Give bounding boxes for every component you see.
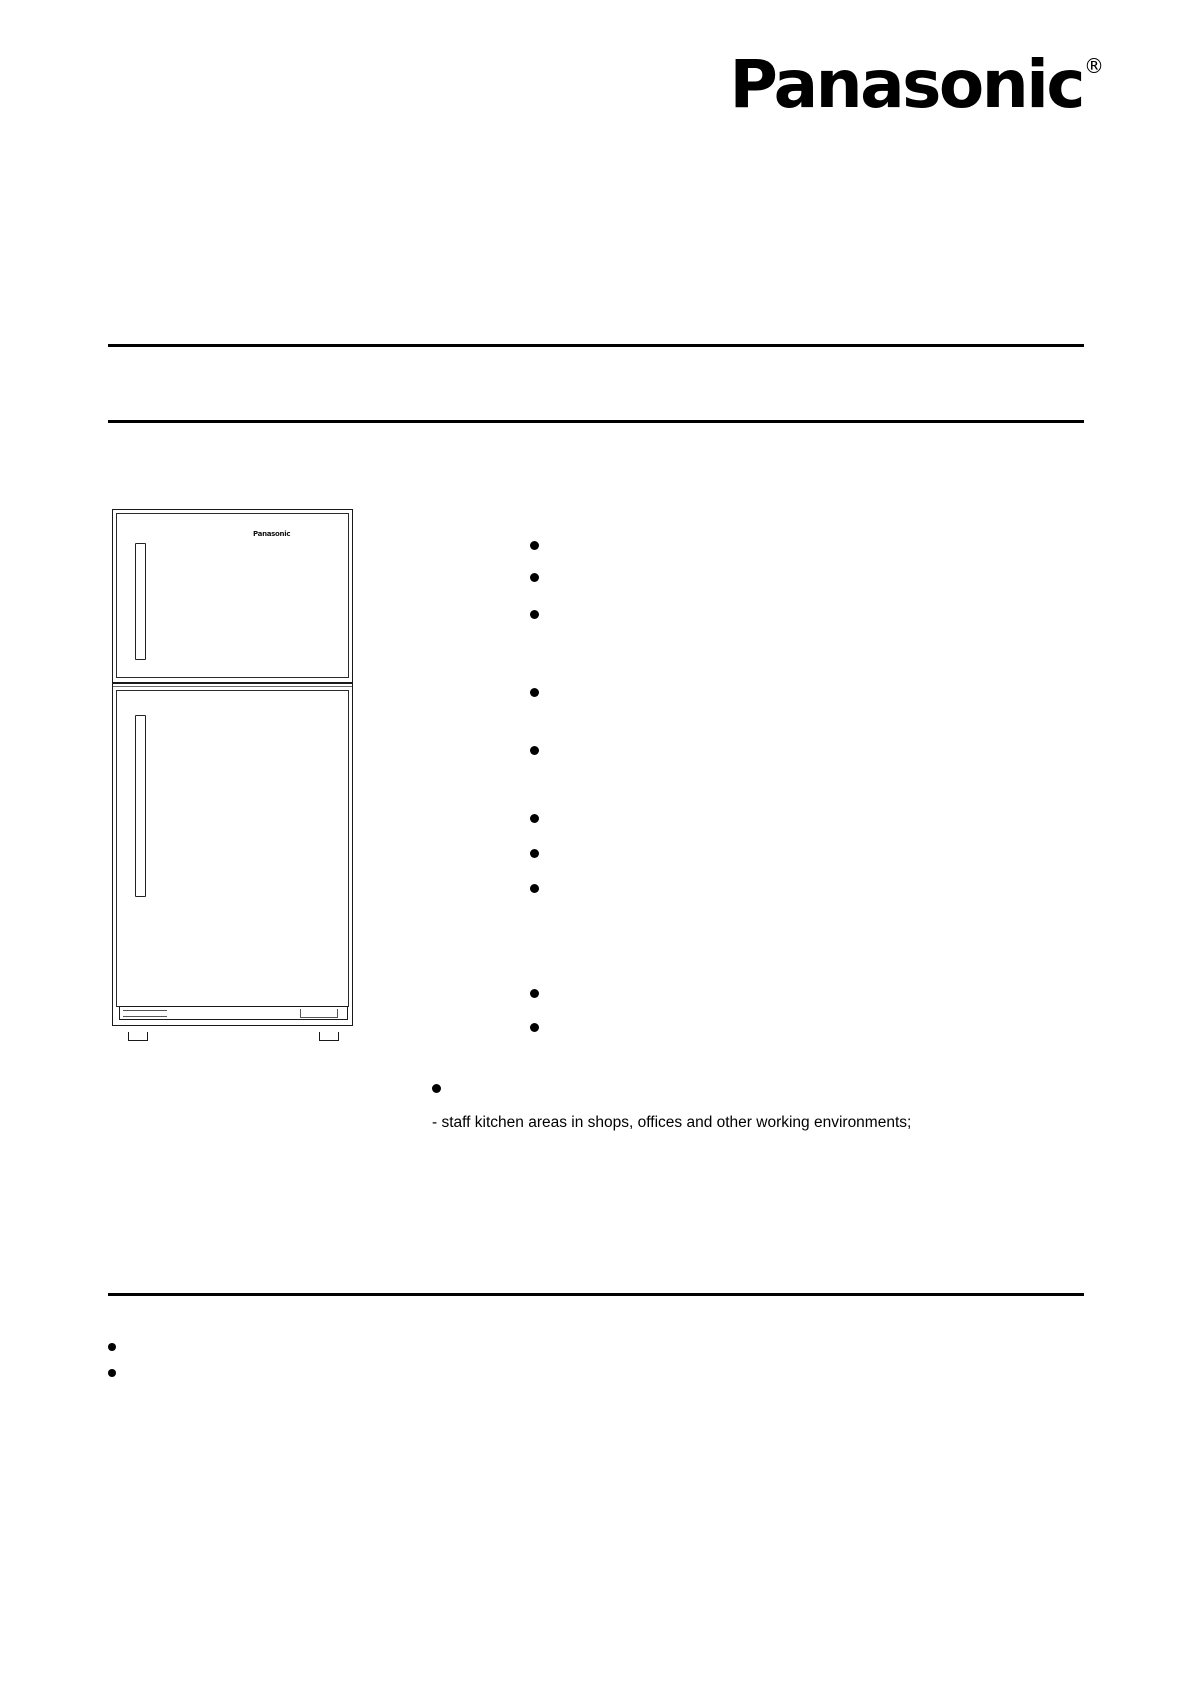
- list-item: [108, 1339, 1084, 1355]
- usage-note-line: - staff kitchen areas in shops, offices and other working environments;: [432, 1114, 912, 1131]
- fridge-handle: [135, 715, 146, 897]
- leveling-foot-right: [319, 1032, 339, 1041]
- usage-note: [432, 1078, 1072, 1136]
- usage-note-intro-row: [432, 1078, 1072, 1093]
- bullet-icon: [530, 688, 539, 697]
- registered-trademark-icon: ®: [1084, 54, 1104, 78]
- bullet-icon: [530, 814, 539, 823]
- divider-second: [108, 420, 1084, 423]
- base-vent-icon: [123, 1010, 167, 1017]
- door-divider: [113, 682, 352, 684]
- list-item: [530, 741, 1070, 761]
- divider-top: [108, 344, 1084, 347]
- door-divider-shadow: [113, 686, 352, 687]
- bullet-icon: [530, 1023, 539, 1032]
- list-item: [530, 844, 1070, 864]
- freezer-door: [116, 513, 349, 678]
- divider-bottom: [108, 1293, 1084, 1296]
- list-item: [108, 1365, 1084, 1381]
- fridge-door: [116, 690, 349, 1007]
- list-item: [530, 879, 1070, 899]
- panasonic-logo: [729, 46, 1104, 123]
- list-item: [530, 809, 1070, 829]
- bullet-icon: [530, 989, 539, 998]
- brand-wordmark: Panasonic: [729, 46, 1083, 123]
- bullet-icon: [530, 541, 539, 550]
- bullet-icon: [530, 884, 539, 893]
- refrigerator-illustration: [112, 509, 355, 1041]
- bullet-icon: [530, 610, 539, 619]
- bottom-section: [108, 1325, 1084, 1391]
- bullet-icon: [530, 573, 539, 582]
- freezer-handle: [135, 543, 146, 660]
- bullet-icon: [108, 1343, 116, 1351]
- list-item: [530, 605, 1070, 625]
- leveling-foot-left: [128, 1032, 148, 1041]
- bullet-icon: [432, 1084, 441, 1093]
- bullet-icon: [108, 1369, 116, 1377]
- list-item: [530, 1018, 1070, 1038]
- list-item: [530, 536, 1070, 556]
- bottom-section-list: [108, 1339, 1084, 1381]
- bullet-icon: [530, 849, 539, 858]
- product-brand-badge: Panasonic: [253, 530, 291, 538]
- list-item: [530, 984, 1070, 1004]
- usage-note-lines: [432, 1111, 1072, 1136]
- list-item: [530, 568, 1070, 588]
- features-list: [530, 536, 1070, 1050]
- list-item: [530, 683, 1070, 703]
- refrigerator-body: [112, 509, 353, 1026]
- bullet-icon: [530, 746, 539, 755]
- base-detail-icon: [300, 1009, 338, 1018]
